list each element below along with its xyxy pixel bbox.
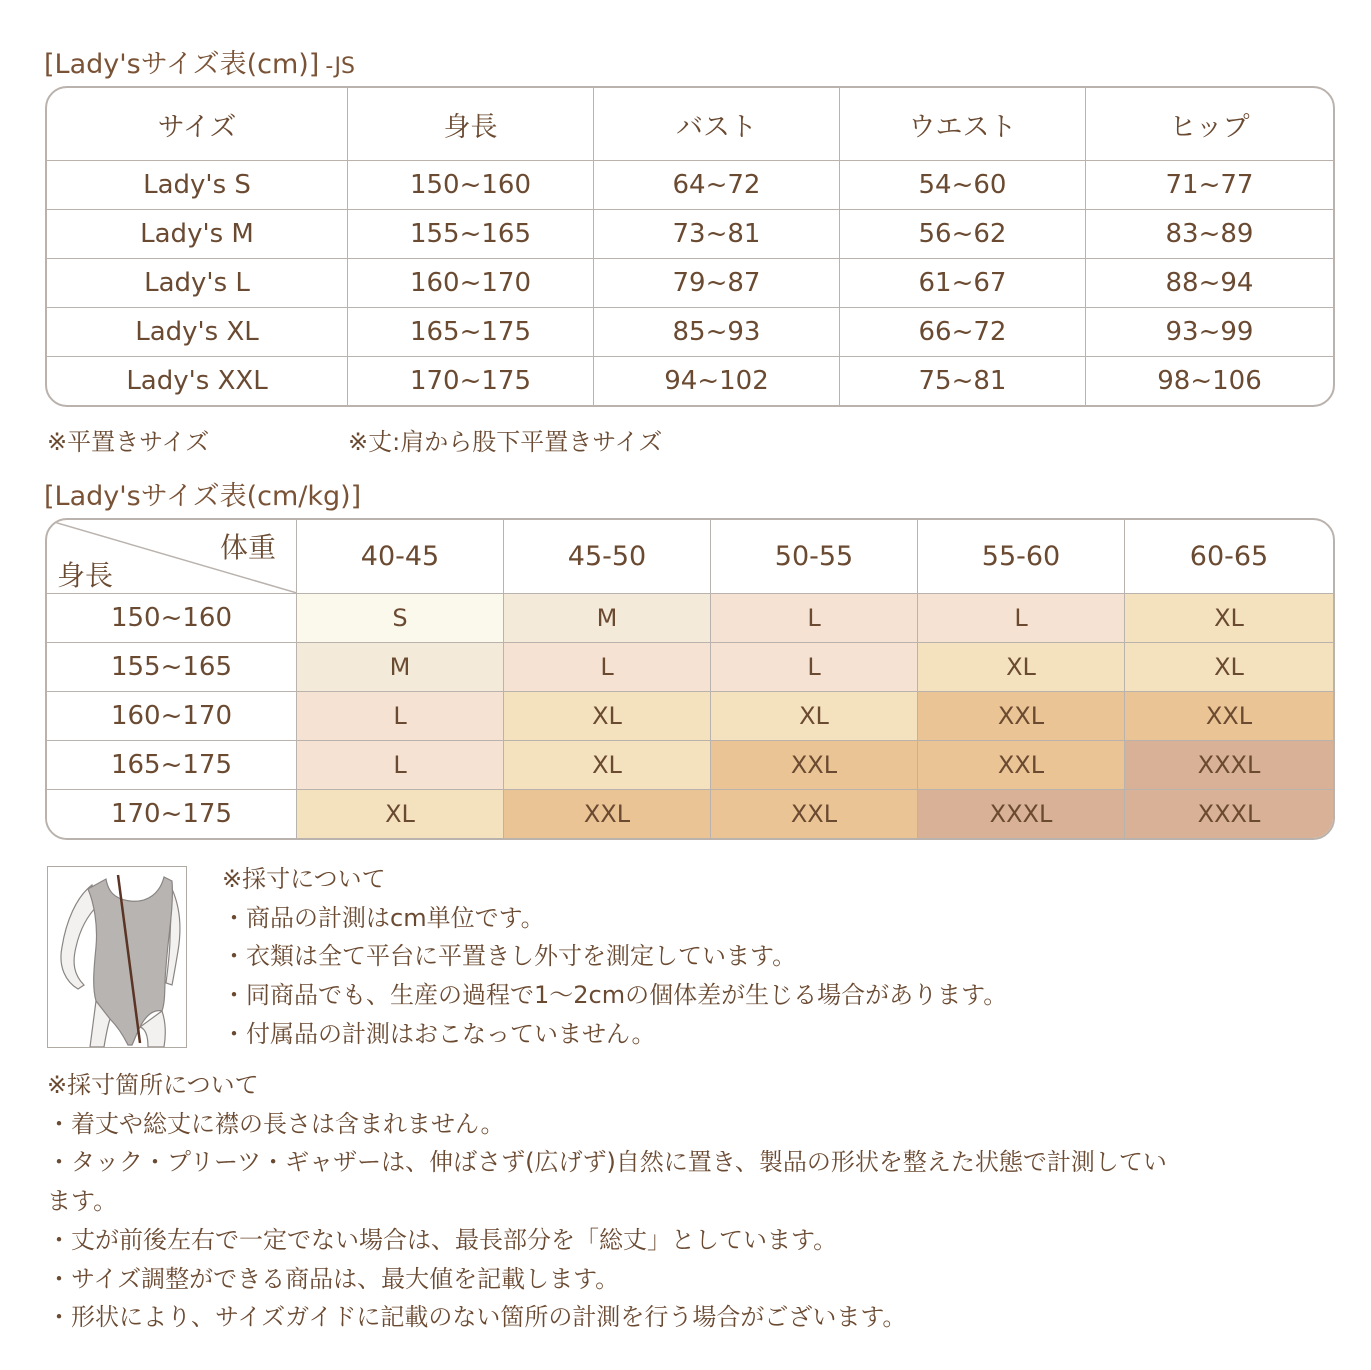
size-cell: XL [504,741,711,790]
size-cell: XL [1125,594,1333,643]
measuring-line: ・付属品の計測はおこなっていません。 [222,1019,656,1048]
cell: 64~72 [594,161,840,210]
size-cell: L [297,692,504,741]
size-table-title: [Lady'sサイズ表(cm)] -JS [44,49,355,80]
table-row [47,790,1333,838]
size-cell: XXL [918,692,1125,741]
cell: 94~102 [594,357,840,405]
points-line: ・サイズ調整ができる商品は、最大値を記載します。 [47,1264,620,1293]
measurement-points-notes [47,1066,1167,1337]
cell: 165~175 [348,308,594,357]
cell: 98~106 [1157,366,1262,396]
size-cell: XXXL [918,790,1125,838]
row-height: 165~175 [47,741,297,790]
row-height: 150~160 [47,594,297,643]
corner-height-label: 身長 [57,559,114,592]
points-line: ・丈が前後左右で一定でない場合は、最長部分を「総丈」としています。 [47,1225,838,1254]
size-cell: XXXL [1125,741,1333,790]
points-line: ・着丈や総丈に襟の長さは含まれません。 [47,1109,505,1138]
cell: Lady's M [47,210,348,259]
note-length: ※丈:肩から股下平置きサイズ [348,428,663,456]
cell: Lady's L [47,259,348,308]
table-row [47,259,1333,308]
size-cell: M [504,594,711,643]
cell: 75~81 [840,357,1086,405]
table-row [47,692,1333,741]
note-flat: ※平置きサイズ [47,428,210,456]
size-cell: XXL [1125,692,1333,741]
cell: 73~81 [594,210,840,259]
header-weight-range: 45-50 [504,520,711,594]
measuring-line: ・商品の計測はcm単位です。 [222,903,545,932]
size-cell: XXL [918,741,1125,790]
size-cell: L [711,594,918,643]
size-cell: M [297,643,504,692]
size-cell: XXL [504,790,711,838]
size-cell: L [711,643,918,692]
header-size: サイズ [47,88,348,161]
size-table-cm [45,86,1335,407]
size-table-suffix: -JS [325,54,355,79]
size-cell: L [918,594,1125,643]
table-row [47,210,1333,259]
size-cell: XL [504,692,711,741]
cell: 79~87 [594,259,840,308]
header-bust: バスト [594,88,840,161]
header-waist: ウエスト [840,88,1086,161]
points-line: ます。 [47,1187,118,1216]
header-height: 身長 [348,88,594,161]
header-weight-range: 40-45 [297,520,504,594]
corner-header [47,520,297,594]
row-height: 160~170 [47,692,297,741]
size-cell: L [504,643,711,692]
row-height: 155~165 [47,643,297,692]
table-row [47,643,1333,692]
table-row [47,741,1333,790]
size-table-weight [45,518,1335,840]
bodysuit-measurement-figure [47,866,187,1048]
measuring-notes [222,860,1007,1054]
header-hip: ヒップ [1086,88,1333,161]
size-cell: XXL [711,741,918,790]
row-height: 170~175 [47,790,297,838]
size-cell: XL [711,692,918,741]
size-cell: L [297,741,504,790]
header-weight-range: 55-60 [918,520,1125,594]
corner-weight-label: 体重 [219,531,276,564]
cell: 150~160 [348,161,594,210]
header-weight-range: 50-55 [711,520,918,594]
cell: Lady's XL [47,308,348,357]
table-row [47,357,1333,405]
size-cell: XL [918,643,1125,692]
cell: 71~77 [1086,161,1333,210]
points-line: ・形状により、サイズガイドに記載のない箇所の計測を行う場合がございます。 [47,1303,907,1332]
cell: 56~62 [840,210,1086,259]
cell: 54~60 [840,161,1086,210]
cell: 93~99 [1086,308,1333,357]
table-row [47,594,1333,643]
cell: 155~165 [348,210,594,259]
size-cell: XXL [711,790,918,838]
cell: 83~89 [1086,210,1333,259]
size-cell: XXXL [1125,790,1333,838]
weight-table-title: [Lady'sサイズ表(cm/kg)] [44,481,362,512]
cell: 88~94 [1086,259,1333,308]
cell: 160~170 [348,259,594,308]
size-cell: S [297,594,504,643]
header-weight-range: 60-65 [1125,520,1333,594]
measuring-line: ・衣類は全て平台に平置きし外寸を測定しています。 [222,942,797,971]
points-heading: ※採寸箇所について [47,1071,259,1099]
cell: Lady's XXL [47,357,348,405]
cell: 85~93 [594,308,840,357]
cell: 61~67 [840,259,1086,308]
measuring-heading: ※採寸について [222,865,386,893]
cell: 66~72 [840,308,1086,357]
cell: 170~175 [348,357,594,405]
table-row [47,161,1333,210]
table-row [47,308,1333,357]
cell: Lady's S [47,161,348,210]
size-cell: XL [297,790,504,838]
bodysuit-icon [48,867,186,1047]
size-cell: XL [1125,643,1333,692]
measuring-line: ・同商品でも、生産の過程で1〜2cmの個体差が生じる場合があります。 [222,981,1008,1010]
points-line: ・タック・プリーツ・ギャザーは、伸ばさず(広げず)自然に置き、製品の形状を整えた状態で計測してい [47,1148,1167,1177]
